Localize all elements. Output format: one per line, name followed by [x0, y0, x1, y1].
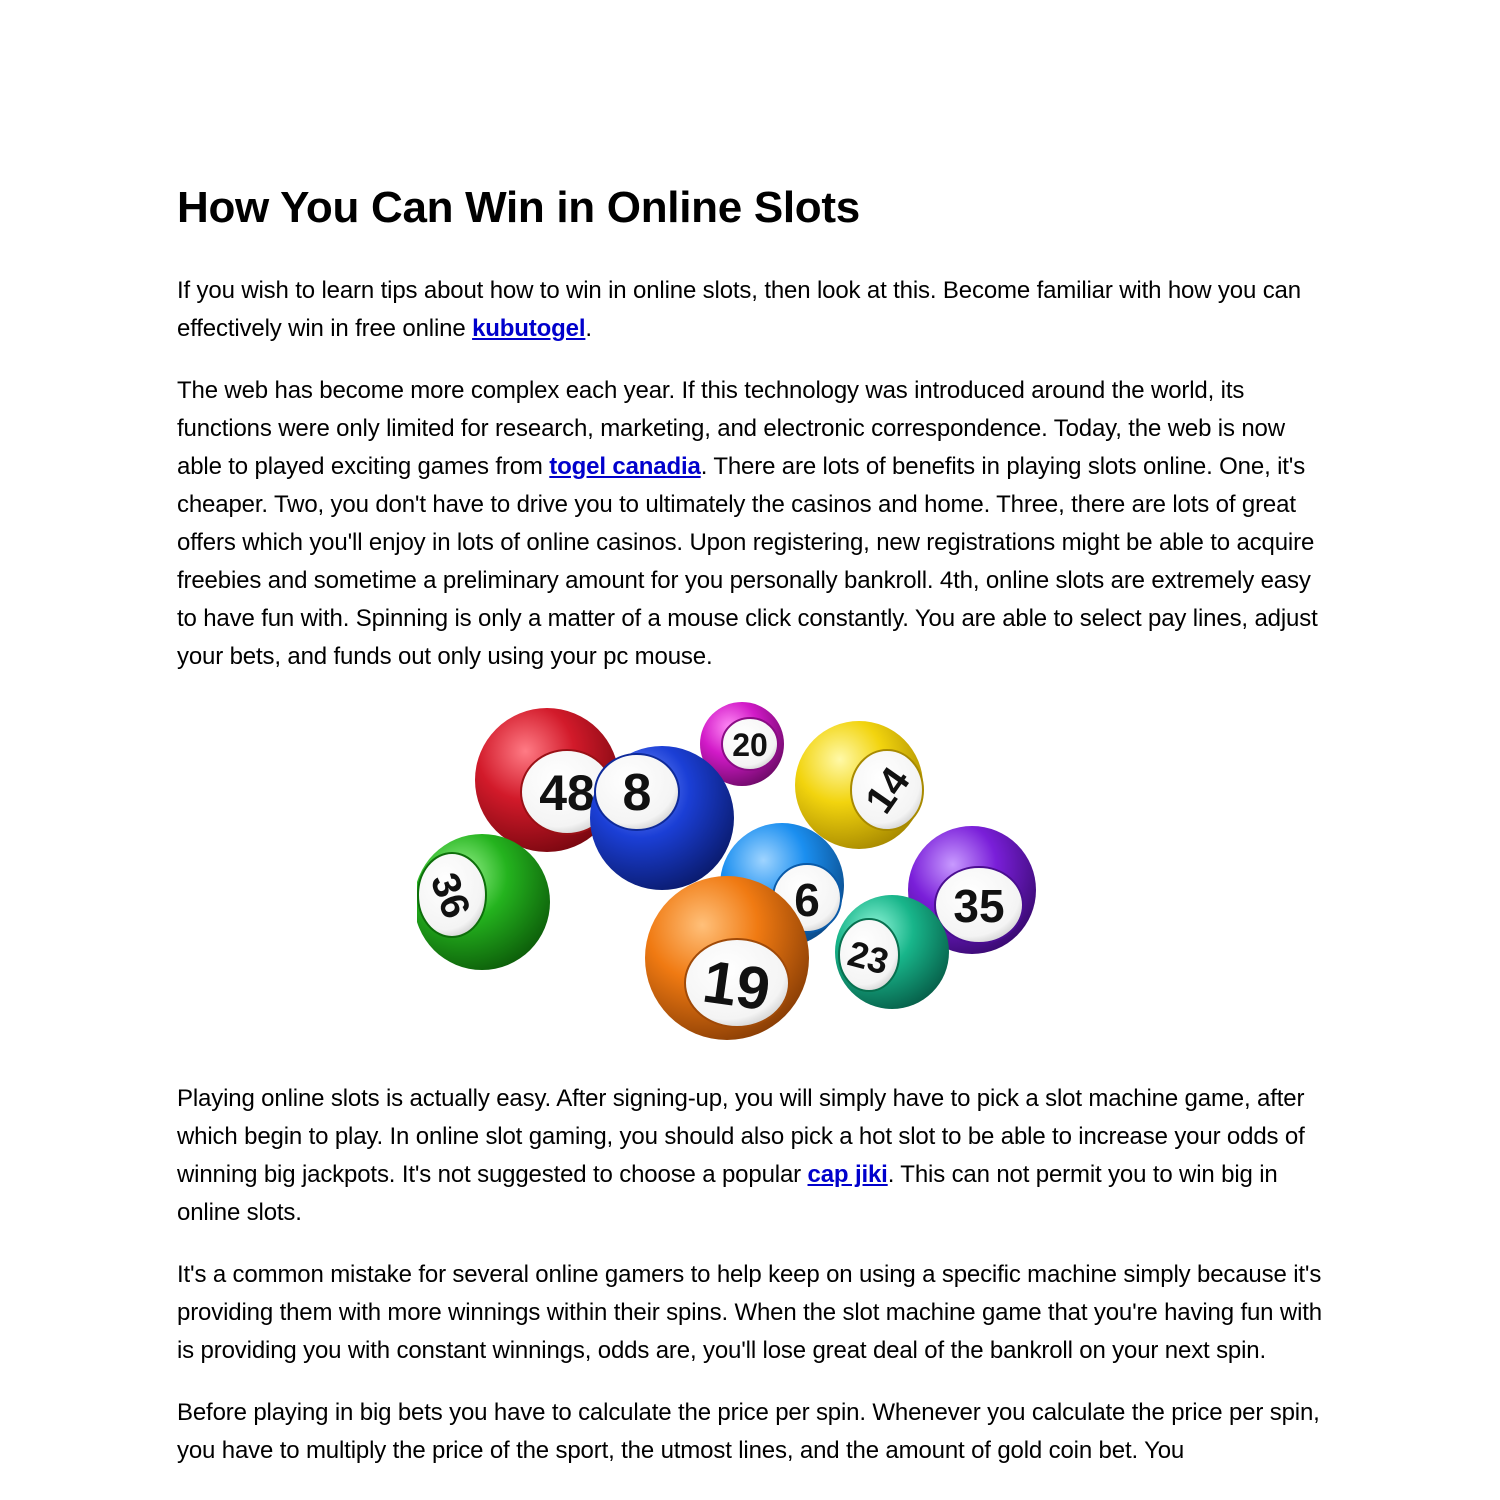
ball-8-number: 8 [622, 764, 652, 822]
paragraph-intro [177, 272, 1327, 348]
ball-8 [590, 746, 734, 890]
paragraph-bets: Before playing in big bets you have to calculate the price per spin. Whenever you calculate the price per spin, you have to multiply the price of the sport, the utmost lines, and the amount of gold coin bet. You [177, 1399, 1320, 1464]
paragraph-playing [177, 1080, 1327, 1232]
page-title: How You Can Win in Online Slots [177, 183, 860, 232]
ball-23 [835, 895, 949, 1009]
ball-20-number: 20 [732, 727, 768, 763]
lottery-balls-image [177, 700, 1327, 1060]
ball-36 [417, 834, 550, 970]
ball-19-number: 19 [698, 947, 775, 1024]
ball-35-number: 35 [953, 880, 1005, 932]
paragraph-text: . There are lots of benefits in playing slots online. One, it's cheaper. Two, you don't have to drive you to ultimately the casinos and home. Three, there are lots of great offers which you'll enjoy in lots of online casinos. Upon registering, new registrations might be able to acquire freebies and sometime a preliminary amount for you personally bankroll. 4th, online slots are extremely easy to have fun with. Spinning is only a matter of a mouse click constantly. You are able to select pay lines, adjust your bets, and funds out only using your pc mouse. [177, 453, 1318, 670]
paragraph-web [177, 372, 1327, 676]
paragraph-text: Playing online slots is actually easy. After signing-up, you will simply have to pick a slot machine game, after which begin to play. In online slot gaming, you should also pick a hot slot to be able to increase your odds of winning big jackpots. It's not suggested to choose a popular [177, 1085, 1305, 1188]
paragraph-mistake: It's a common mistake for several online gamers to help keep on using a specific machine simply because it's providing them with more winnings within their spins. When the slot machine game that you're having fun with is providing you with constant winnings, odds are, you'll lose great deal of the bankroll on your next spin. [177, 1261, 1322, 1364]
paragraph-text: . This can not permit you to win big in online slots. [177, 1161, 1278, 1226]
lottery-balls-illustration [417, 700, 1057, 1040]
ball-36-number: 36 [421, 867, 479, 925]
paragraph-text: If you wish to learn tips about how to win in online slots, then look at this. Become familiar with how you can effectively win in free online [177, 277, 1301, 342]
ball-19 [645, 876, 809, 1040]
cap-jiki-link[interactable]: cap jiki [807, 1161, 888, 1188]
ball-14-number: 14 [857, 759, 919, 822]
ball-14 [795, 721, 923, 849]
article-body [177, 180, 1327, 1494]
paragraph-text: The web has become more complex each year. If this technology was introduced around the world, its functions were only limited for research, marketing, and electronic correspondence. Today, the web is now able to played exciting games from [177, 377, 1285, 480]
ball-6-number: 6 [794, 874, 820, 926]
kubutogel-link[interactable]: kubutogel [472, 315, 586, 342]
ball-23-number: 23 [843, 932, 893, 983]
paragraph-text: . [585, 315, 592, 342]
ball-48-number: 48 [539, 765, 595, 821]
togel-canadia-link[interactable]: togel canadia [549, 453, 701, 480]
